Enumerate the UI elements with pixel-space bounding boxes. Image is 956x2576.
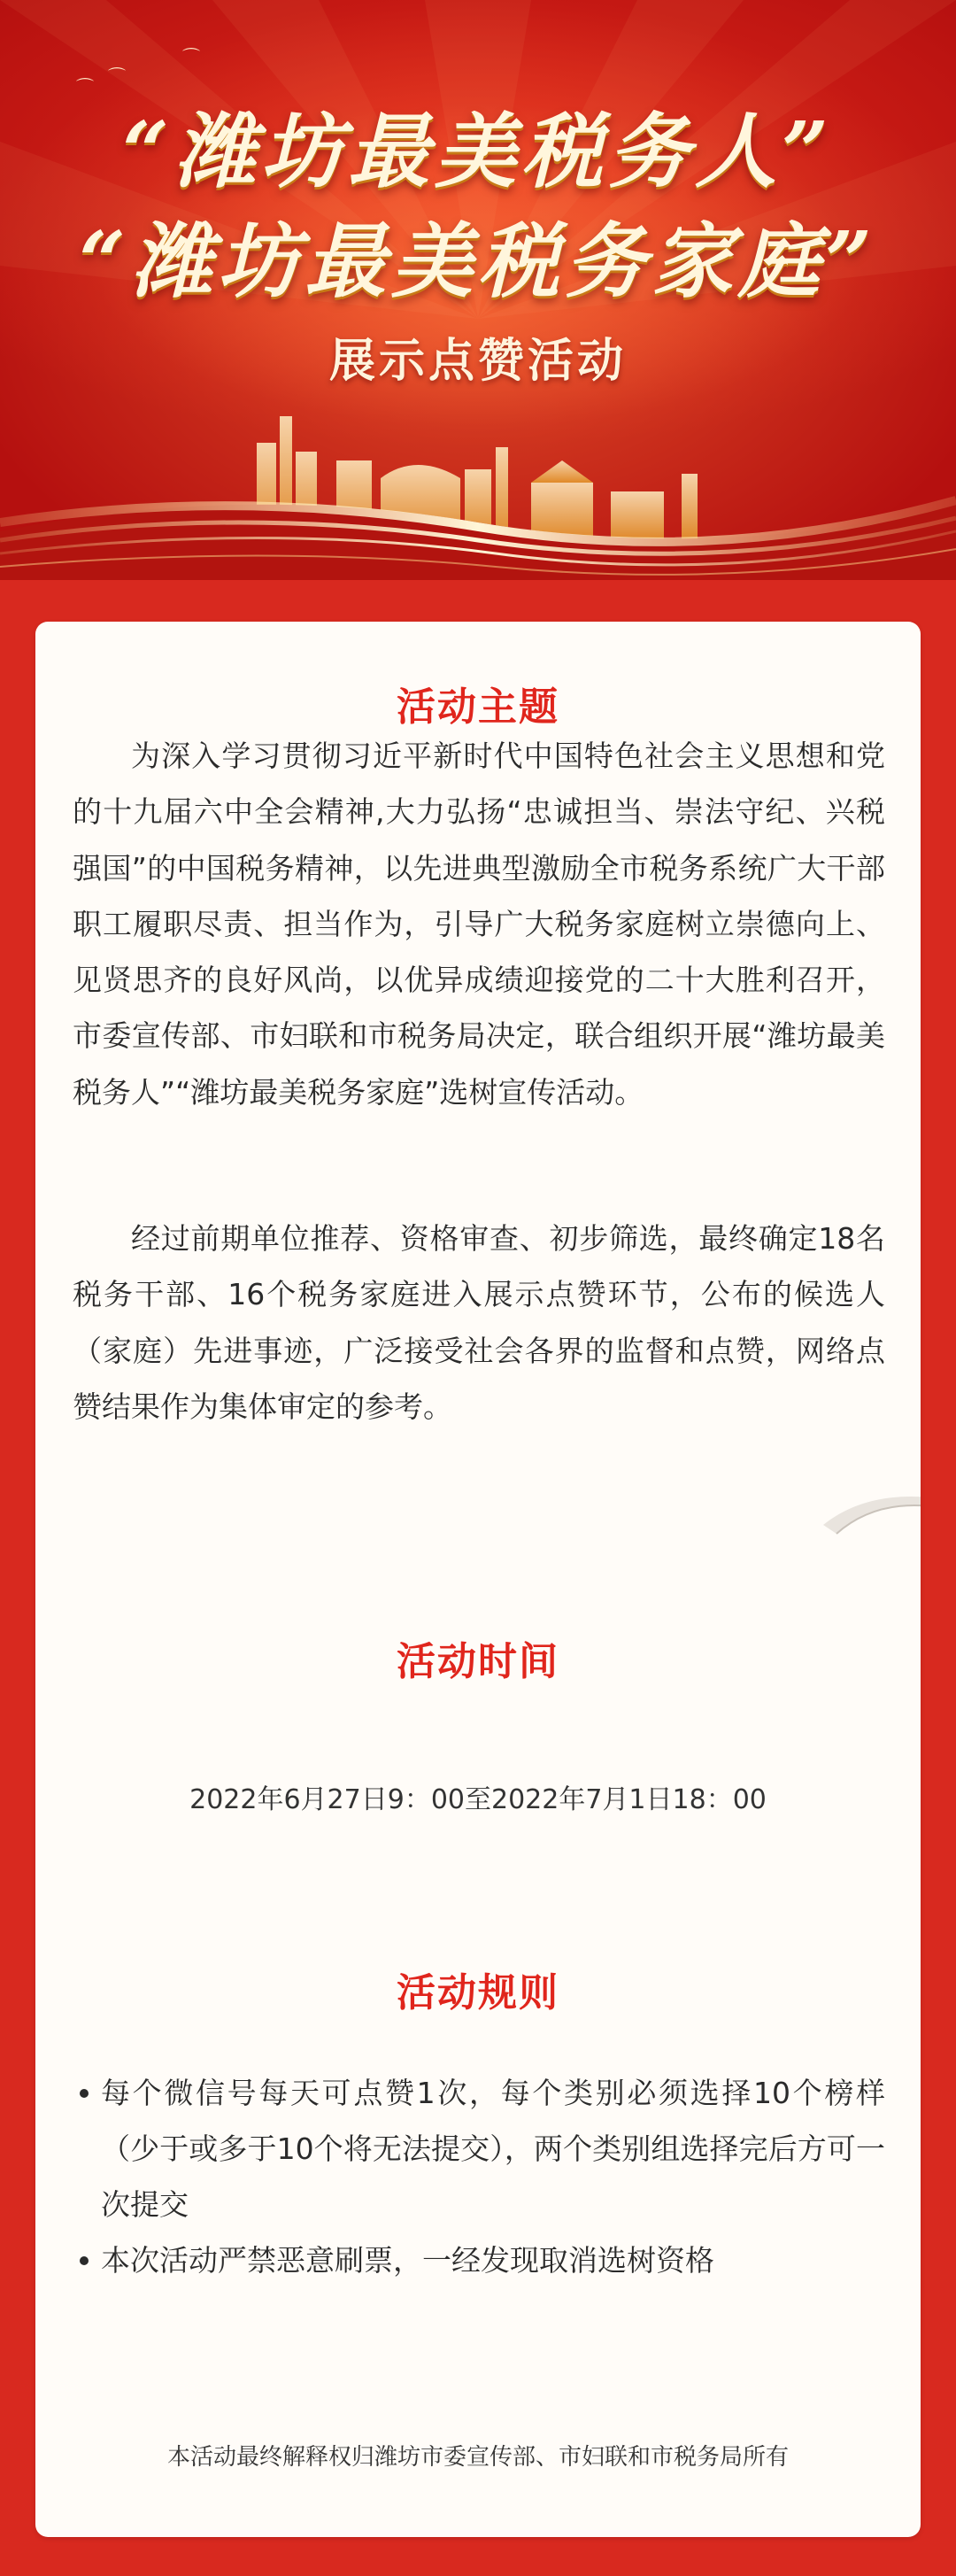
banner-title-line1: “潍坊最美税务人”: [122, 104, 834, 199]
bird-icon: ⌒: [76, 76, 94, 97]
footer-note: 本活动最终解释权归潍坊市委宣传部、市妇联和市税务局所有: [166, 2444, 789, 2471]
bird-icon: ⌒: [182, 46, 200, 67]
section-title-theme: 活动主题: [397, 685, 559, 730]
bullet-icon: [80, 2089, 89, 2098]
section-title-rules: 活动规则: [397, 1970, 559, 2015]
page-curl-decoration: [814, 1472, 921, 1551]
banner-subtitle: 展示点赞活动: [328, 335, 627, 388]
header-banner: [0, 0, 956, 580]
city-skyline-illustration: [0, 398, 956, 580]
activity-time-text: 2022年6月27日9：00至2022年7月1日18：00: [189, 1784, 767, 1815]
theme-paragraph-2: 经过前期单位推荐、资格审查、初步筛选，最终确定18名税务干部、16个税务家庭进入展示点赞环节，公布的候选人（家庭）先进事迹，广泛接受社会各界的监督和点赞，网络点赞结果作为集体审定的参考。: [73, 1221, 885, 1424]
theme-paragraph-1: 为深入学习贯彻习近平新时代中国特色社会主义思想和党的十九届六中全会精神,大力弘扬“忠诚担当、崇法守纪、兴税强国”的中国税务精神，以先进典型激励全市税务系统广大干部职工履职尽责、担当作为，引导广大税务家庭树立崇德向上、见贤思齐的良好风尚，以优异成绩迎接党的二十大胜利召开，市委宣传部、市妇联和市税务局决定，联合组织开展“潍坊最美税务人”“潍坊最美税务家庭”选树宣传活动。: [73, 739, 885, 1110]
rule-item: [73, 2065, 885, 2232]
content-card: [35, 622, 921, 2537]
section-title-time: 活动时间: [397, 1639, 559, 1684]
rule-item-text: 每个微信号每天可点赞1次，每个类别必须选择10个榜样（少于或多于10个将无法提交），两个类别组选择完后方可一次提交: [101, 2076, 885, 2222]
bullet-icon: [80, 2256, 89, 2265]
bird-icon: ⌒: [108, 66, 126, 87]
banner-title-line2: “潍坊最美税务家庭”: [79, 213, 877, 309]
rules-list: [73, 2065, 885, 2288]
rule-item: [73, 2232, 885, 2288]
rule-item-text: 本次活动严禁恶意刷票，一经发现取消选树资格: [101, 2243, 714, 2278]
